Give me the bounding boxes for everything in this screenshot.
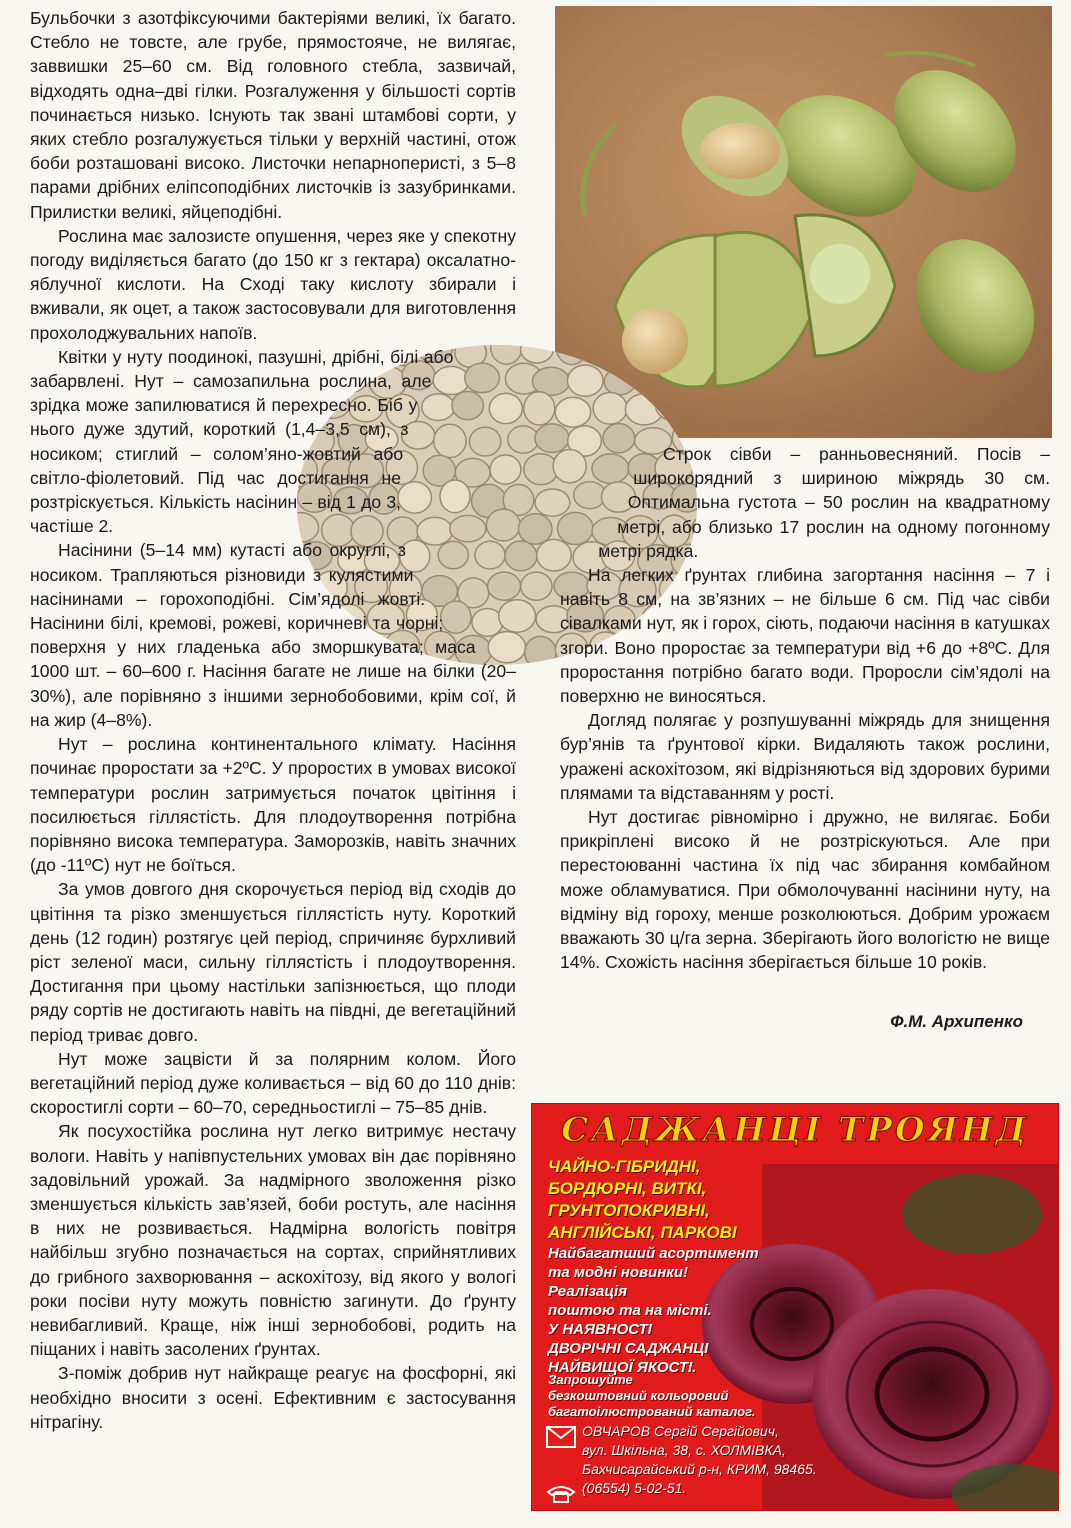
ad-title: САДЖАНЦІ ТРОЯНД	[561, 1110, 1029, 1150]
ad-phone: (06554) 5-02-51.	[582, 1480, 687, 1496]
envelope-icon	[546, 1426, 576, 1448]
paragraph: Як посухостійка рослина нут легко витримує нестачу вологи. Навіть у напівпустельних умовах він дає порівняно задовільний урожай. За надмірного зволоження різко зменшується кількість зав’язей, боби ростуть, але насіння в них не розвивається. Надмірна вологість повітря найбільш згубно позначається на сортах, сприйнятливих до грибного захворювання – аскохітозу, від якого у вологі роки посіви нуту можуть повністю загинути. До ґрунту невибагливий. Краще, ніж інші зернобобові, родить на піщаних і навіть засолених ґрунтах.	[30, 1121, 516, 1360]
paragraph: Нут може зацвісти й за полярним колом. Його вегетаційний період дуже коливається – від 60 до 110 днів: скоростиглі сорти – 60–70, середньостиглі – 75–85 днів.	[30, 1048, 516, 1118]
article-left-column	[30, 6, 516, 1434]
paragraph: З-поміж добрив нут найкраще реагує на фосфорні, які необхідно вносити з осені. Ефективним є застосування нітрагіну.	[30, 1363, 516, 1432]
chickpea-pods-photo	[555, 6, 1052, 438]
paragraph: Строк сівби – ранньовесняний. Посів – широкорядний з шириною міжрядь 30 см. Оптимальна густота – 50 рослин на квадратному метрі, або близько 17 рослин на одному погонному метрі рядка.	[598, 444, 1050, 561]
paragraph: Насінини (5–14 мм) кутасті або округлі, з носиком. Трапляються різновиди з кулястими насінинами – горохоподібні. Сім’ядолі жовті. Насінини білі, кремові, рожеві, коричневі та чорні; поверхня у них гладенька або зморшкувата; маса 1000 шт. – 60–600 г. Насіння багате не лише на білки (20–30%), але порівняно з іншими зернобобовими, крім сої, й на жир (4–8%).	[30, 540, 516, 730]
paragraph: Бульбочки з азотфіксуючими бактеріями великі, їх багато. Стебло не товсте, але грубе, прямостояче, не вилягає, заввишки 25–60 см. Від головного стебла, зазвичай, відходять одна–дві гілки. Розгалуження у більшості сортів починається низько. Існують так звані штамбові сорти, у яких стебло розгалужується тільки у верхній частині, отож боби розташовані високо. Листочки непарноперисті, з 5–8 парами дрібних еліпсоподібних листочків із зазубринками. Прилистки великі, яйцеподібні.	[30, 8, 516, 222]
ad-contact-address: ОВЧАРОВ Сергій Сергійович, вул. Шкільна, 38, с. ХОЛМІВКА, Бахчисарайський р-н, КРИМ, 98465. (06554) 5-02-51.	[582, 1422, 922, 1498]
paragraph: Нут достигає рівномірно і дружно, не вилягає. Боби прикріплені високо й не розтріскуються. Але при перестоюванні частина їх під час збирання комбайном може обламуватися. При обмолочуванні насінини нуту, на відміну від гороху, менше розколюються. Добрим урожаєм вважають 30 ц/га зерна. Зберігають його вологістю не вище 14%. Схожість насіння зберігається більше 10 років.	[560, 807, 1050, 973]
paragraph: На легких ґрунтах глибина загортання насіння – 7 і навіть 8 см, на зв’язних – не більше 6 см. Під час сівби сівалками нут, як і горох, сіють, подаючи насіння в катушках згори. Воно проростає за температури від +6 до +8ºC. Для проростання потрібно багато води. Проросли сім’ядолі на поверхню не виносяться.	[560, 565, 1050, 707]
author-signature: Ф.М. Архипенко	[890, 1012, 1023, 1031]
article-right-column	[560, 442, 1050, 974]
paragraph: Квітки у нуту поодинокі, пазушні, дрібні, білі або забарвлені. Нут – самозапильна рослина, але зрідка може запилюватися й перехресно. Біб у нього дуже здутий, короткий (1,4–3,5 см), з носиком; стиглий – солом’яно-жовтий або світло-фіолетовий. Під час достигання не розтріскується. Кількість насінин – від 1 до 3, частіше 2.	[30, 346, 454, 537]
paragraph: Рослина має залозисте опушення, через яке у спекотну погоду виділяється багато (до 150 кг з гектара) оксалатно-яблучної кислоти. На Сході таку кислоту збирали і вживали, як оцет, а також застосовували для виготовлення прохолоджувальних напоїв.	[30, 225, 516, 343]
rose-categories: ЧАЙНО-ГІБРИДНІ, БОРДЮРНІ, ВИТКІ, ГРУНТОПОКРИВНІ, АНГЛІЙСЬКІ, ПАРКОВІ	[548, 1157, 737, 1242]
ad-offer: Найбагатший асортимент та модні новинки! Реалізація поштою та на місті. У НАЯВНОСТІ ДВОРІЧНІ САДЖАНЦІ НАЙВИЩОЇ ЯКОСТІ.	[548, 1245, 759, 1376]
paragraph: Нут – рослина континентального клімату. Насіння починає проростати за +2ºC. У проростих в умовах високої температури рослин затримується початок цвітіння і посилюється гіллястість. Для плодоутворення потрібна порівняно висока температура. Заморозків, навіть значних (до -11ºC) нут не боїться.	[30, 734, 516, 876]
paragraph: Догляд полягає у розпушуванні міжрядь для знищення бур’янів та ґрунтової кірки. Видаляють також рослини, уражені аскохітозом, які відрізняються від здорових бурими плямами та відставанням у рості.	[560, 710, 1050, 803]
telephone-icon	[546, 1484, 576, 1504]
ad-catalog-note: Запрошуйте безкоштовний кольоровий багатоілюстрований каталог.	[548, 1372, 756, 1419]
rose-seedlings-ad	[531, 1103, 1059, 1511]
paragraph: За умов довгого дня скорочується період від сходів до цвітіння та різко зменшується гіллястість нуту. Короткий день (12 годин) розтягує цей період, спричиняє бурхливий ріст зеленої маси, сильну гіллястість і плодоутворення. Достигання при цьому настільки запізнюється, що плоди ряду сортів не достигають навіть на півдні, де вегетаційний період триває довго.	[30, 879, 516, 1045]
